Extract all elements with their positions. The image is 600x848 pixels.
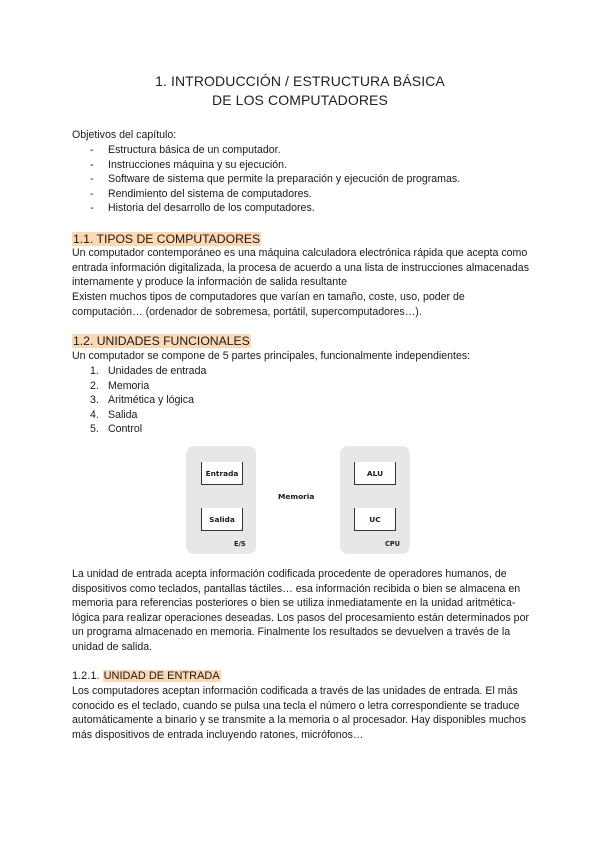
- entrada-box: Entrada: [201, 462, 243, 485]
- chapter-title-line-1: 1. INTRODUCCIÓN / ESTRUCTURA BÁSICA: [155, 73, 445, 89]
- memoria-label: Memoria: [278, 492, 315, 501]
- section-1-2-intro: Un computador se compone de 5 partes principales, funcionalmente independientes:: [72, 350, 471, 362]
- section-heading-1-2-text: 1.2. UNIDADES FUNCIONALES: [73, 334, 250, 348]
- list-number: 3.: [90, 394, 99, 407]
- uc-box: UC: [354, 508, 396, 531]
- functional-units-diagram: [186, 446, 414, 554]
- section-1-1-paragraph-1: Un computador contemporáneo es una máquina calculadora electrónica rápida que acepta como entrada información digitalizada, la procesa de acuerdo a una lista de instrucciones almacenadas internamente y produce la información de salida resultante: [72, 247, 529, 289]
- section-1-2-paragraph: La unidad de entrada acepta información codificada procedente de operadores humanos, de dispositivos como teclados, pantallas táctiles… esa información recibida o bien se almacena en memoria para referencias posteriores o bien se utiliza inmediatamente en la unidad aritmética-lógica para realizar operaciones deseadas. Los pasos del procesamiento están determinados por un programa almacenado en memoria. Finalmente los resultados se devuelven a través de la unidad de salida.: [72, 568, 529, 653]
- section-heading-1-2-1-text: UNIDAD DE ENTRADA: [103, 670, 220, 682]
- cpu-group: [340, 446, 410, 554]
- list-label: Control: [108, 423, 143, 436]
- list-item: [72, 422, 372, 437]
- objective-item: - Instrucciones máquina y su ejecución.: [72, 158, 542, 173]
- objective-item: - Software de sistema que permite la preparación y ejecución de programas.: [72, 172, 542, 187]
- section-number: 1.2.1.: [72, 670, 100, 682]
- cpu-group-label: CPU: [385, 540, 401, 548]
- list-label: Salida: [108, 408, 138, 421]
- list-item: [72, 364, 372, 379]
- list-label: Unidades de entrada: [108, 365, 207, 377]
- list-number: 2.: [90, 379, 99, 392]
- section-heading-1-2: [72, 333, 251, 349]
- list-number: 4.: [90, 408, 99, 421]
- chapter-title-line-2: DE LOS COMPUTADORES: [212, 92, 388, 108]
- objectives-intro: Objetivos del capítulo:: [72, 129, 177, 141]
- list-number: 1.: [90, 365, 99, 377]
- objective-item: - Rendimiento del sistema de computadores.: [72, 187, 542, 202]
- section-heading-1-2-1: [72, 669, 221, 684]
- section-heading-1-1: [72, 231, 261, 247]
- section-1-1-paragraph-2: Existen muchos tipos de computadores que varían en tamaño, coste, uso, poder de computación… (ordenador de sobremesa, portátil, supercomputadores…).: [72, 291, 465, 318]
- functional-units-list: [72, 364, 372, 437]
- es-group: [186, 446, 256, 554]
- objective-item: - Historia del desarrollo de los computadores.: [72, 201, 542, 216]
- list-number: 5.: [90, 423, 99, 436]
- list-label: Memoria: [108, 379, 150, 392]
- objectives-list: [72, 143, 542, 216]
- list-label: Aritmética y lógica: [108, 394, 194, 407]
- objective-item: - Estructura básica de un computador.: [72, 143, 542, 158]
- section-1-2-1-paragraph: Los computadores aceptan información codificada a través de las unidades de entrada. El más conocido es el teclado, cuando se pulsa una tecla el número o letra correspondiente se traduce automáticamente a binario y se transmite a la memoria o al procesador. Hay disponibles muchos más dispositivos de entrada incluyendo ratones, micrófonos…: [72, 685, 526, 741]
- list-item: [72, 393, 372, 408]
- salida-box: Salida: [201, 508, 243, 531]
- list-item: [72, 379, 372, 394]
- list-item: [72, 408, 372, 423]
- section-heading-1-1-text: 1.1. TIPOS DE COMPUTADORES: [73, 232, 261, 246]
- es-group-label: E/S: [234, 540, 246, 548]
- alu-box: ALU: [354, 462, 396, 485]
- chapter-title: [0, 72, 600, 110]
